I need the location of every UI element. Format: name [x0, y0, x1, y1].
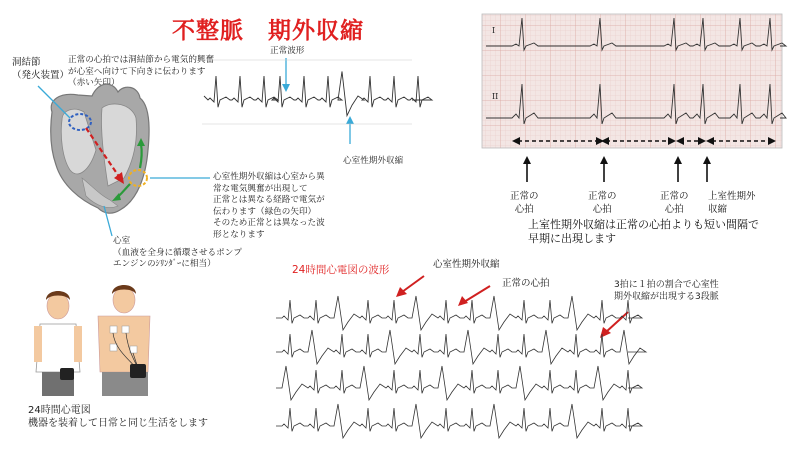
lead-1-label: I: [492, 26, 496, 35]
pac-caption: 上室性期外収縮は正常の心拍よりも短い間隔で 早期に出現します: [528, 218, 759, 245]
holter-normal-label: 正常の心拍: [502, 278, 550, 289]
top-pvc-label: 心室性期外収縮: [343, 156, 404, 166]
normal-wave-label: 正常波形: [270, 46, 305, 56]
holter-pvc-label: 心室性期外収縮: [433, 259, 500, 270]
person-front-icon: [34, 291, 82, 396]
pvc-conduction-note: 心室性期外収縮は心室から異 常な電気興奮が出現して 正常とは異なる経路で電気が 伝わります（緑色の矢印） そのため正常とは異なった波 形となります: [213, 172, 325, 240]
normal-conduction-note: 正常の心拍では洞結節から電気的興奮 が心室へ向けて下向きに伝わります （赤い矢印）: [68, 55, 215, 88]
beat-label-4: 上室性期外 収縮: [708, 191, 756, 215]
beat-label-1: 正常の 心拍: [510, 191, 539, 215]
sa-node-label: 洞結節 （発火装置）: [12, 57, 70, 81]
beat-label-2: 正常の 心拍: [588, 191, 617, 215]
ventricle-label: 心室 （血液を全身に循環させるポンプ エンジンのｼﾘﾝﾀﾞｰに相当）: [113, 236, 242, 269]
lead-2-label: II: [492, 92, 499, 101]
holter-device-caption: 24時間心電図 機器を装着して日常と同じ生活をします: [28, 405, 208, 429]
person-electrodes-icon: [98, 285, 150, 396]
page-title: 不整脈 期外収縮: [172, 18, 364, 44]
trigeminy-note: 3拍に１拍の割合で心室性 期外収縮が出現する3段脈: [614, 280, 719, 302]
holter-title: 24時間心電図の波形: [292, 264, 390, 276]
beat-label-3: 正常の 心拍: [660, 191, 689, 215]
